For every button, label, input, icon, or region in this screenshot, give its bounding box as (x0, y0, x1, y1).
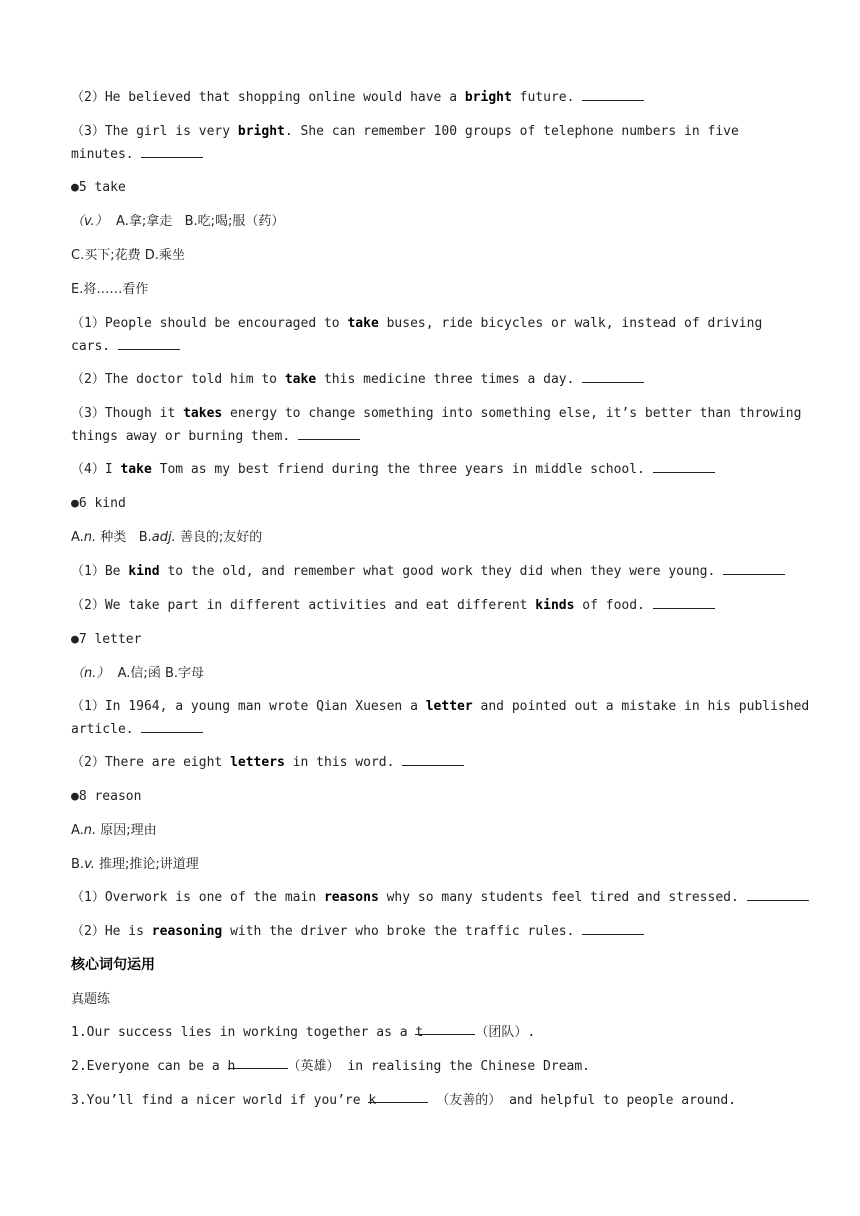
text: （1）People should be encouraged to (71, 316, 348, 331)
answer-blank[interactable] (141, 144, 203, 158)
text: 2.Everyone can be a (71, 1059, 228, 1074)
answer-blank[interactable] (582, 87, 644, 101)
definition: 善良的;友好的 (175, 530, 263, 545)
s7-sentence-1 (71, 695, 810, 718)
answer-fill[interactable] (415, 1021, 475, 1040)
text: 1.Our success lies in working together as a (71, 1025, 416, 1040)
text: article. (71, 722, 142, 737)
s4-sentence-3-cont (71, 143, 791, 166)
answer-blank[interactable] (653, 459, 715, 473)
s8-def-a (71, 819, 791, 842)
text: A. (71, 823, 84, 838)
s5-def-e: E.将……看作 (71, 282, 149, 297)
s5-sentence-4 (71, 458, 791, 481)
answer-blank[interactable] (118, 336, 180, 350)
s5-sentence-3-cont (71, 425, 791, 448)
s8-def-b (71, 853, 791, 876)
s5-def-ab (71, 210, 791, 233)
pos-label: （n.） (71, 666, 110, 681)
pos-label: （v.） (71, 214, 108, 229)
s5-sentence-2 (71, 368, 791, 391)
text: （2）He is (71, 924, 152, 939)
definition: A.信;函 B.字母 (109, 666, 204, 681)
text: with the driver who broke the traffic rules. (222, 924, 583, 939)
pos-label: v. (84, 857, 95, 872)
pos-label: adj. (151, 530, 176, 545)
hint-letter: t (415, 1025, 424, 1040)
answer-fill[interactable] (368, 1089, 428, 1108)
s5-title: ●5 take (71, 180, 126, 195)
s7-sentence-2 (71, 751, 791, 774)
text: why so many students feel tired and stressed. (378, 890, 747, 905)
keyword: bright (237, 124, 285, 139)
core-question-1 (71, 1021, 791, 1044)
hint-letter: h (227, 1059, 236, 1074)
definition: A.拿;拿走 B.吃;喝;服（药） (107, 214, 285, 229)
s6-title: ●6 kind (71, 496, 126, 511)
text: future. (511, 90, 583, 105)
s5-sentence-1-cont (71, 335, 791, 358)
answer-blank[interactable] (582, 921, 644, 935)
s5-def-cd: C.买下;花费 D.乘坐 (71, 248, 185, 263)
s6-sentence-1 (71, 560, 791, 583)
keyword: take (120, 462, 152, 477)
text: （2）The doctor told him to (71, 372, 285, 387)
text: （1）In 1964, a young man wrote Qian Xuesen a (71, 699, 426, 714)
text: buses, ride bicycles or walk, instead of driving (378, 316, 763, 331)
keyword: kinds (535, 598, 575, 613)
answer-blank[interactable] (747, 887, 809, 901)
text: （团队）. (475, 1025, 536, 1040)
text: Tom as my best friend during the three years in middle school. (151, 462, 653, 477)
hint-letter: k (368, 1093, 377, 1108)
text: cars. (71, 339, 118, 354)
text: （2）There are eight (71, 755, 231, 770)
keyword: reasoning (151, 924, 223, 939)
text: energy to change something into something else, it’s better than throwing (222, 406, 802, 421)
s7-title: ●7 letter (71, 632, 142, 647)
core-question-3 (71, 1089, 791, 1112)
answer-blank[interactable] (402, 752, 464, 766)
text: （英雄） in realising the Chinese Dream. (287, 1059, 591, 1074)
text: of food. (574, 598, 653, 613)
keyword: letter (425, 699, 473, 714)
text: （友善的） and helpful to people around. (428, 1093, 737, 1108)
answer-blank[interactable] (582, 369, 644, 383)
definition: 推理;推论;讲道理 (94, 857, 199, 872)
definition: 种类 B. (96, 530, 152, 545)
core-question-2 (71, 1055, 791, 1078)
text: . She can remember 100 groups of telephone numbers in five (284, 124, 739, 139)
s7-sentence-1-cont (71, 718, 791, 741)
answer-blank[interactable] (653, 595, 715, 609)
text: to the old, and remember what good work they did when they were young. (159, 564, 724, 579)
s8-sentence-2 (71, 920, 791, 943)
s4-sentence-3 (71, 120, 791, 143)
s4-sentence-2 (71, 86, 791, 109)
keyword: take (347, 316, 379, 331)
text: in this word. (284, 755, 403, 770)
s8-title: ●8 reason (71, 789, 142, 804)
s7-defs (71, 662, 791, 685)
keyword: reasons (323, 890, 379, 905)
s6-sentence-2 (71, 594, 791, 617)
text: （4）I (71, 462, 121, 477)
core-heading: 核心词句运用 (71, 957, 155, 973)
definition: 原因;理由 (96, 823, 157, 838)
text: （2）He believed that shopping online would have a (71, 90, 465, 105)
keyword: takes (183, 406, 223, 421)
pos-label: n. (83, 823, 97, 838)
core-subheading: 真题练 (71, 992, 111, 1007)
text: this medicine three times a day. (316, 372, 583, 387)
answer-blank[interactable] (723, 561, 785, 575)
pos-label: n. (83, 530, 97, 545)
text: （3）Though it (71, 406, 184, 421)
text: B. (71, 857, 85, 872)
text: and pointed out a mistake in his published (472, 699, 810, 714)
text: （2）We take part in different activities and eat different (71, 598, 536, 613)
s8-sentence-1 (71, 886, 791, 909)
text: （3）The girl is very (71, 124, 238, 139)
keyword: letters (230, 755, 285, 770)
keyword: kind (128, 564, 160, 579)
text: （1）Overwork is one of the main (71, 890, 324, 905)
s5-sentence-1 (71, 312, 791, 335)
answer-fill[interactable] (227, 1055, 288, 1074)
text: A. (71, 530, 84, 545)
answer-blank[interactable] (298, 426, 360, 440)
text: minutes. (71, 147, 142, 162)
keyword: bright (464, 90, 512, 105)
answer-blank[interactable] (141, 719, 203, 733)
s6-defs (71, 526, 791, 549)
text: （1）Be (71, 564, 129, 579)
text: 3.You’ll find a nicer world if you’re (71, 1093, 369, 1108)
text: things away or burning them. (71, 429, 298, 444)
keyword: take (284, 372, 317, 387)
s5-sentence-3 (71, 402, 802, 425)
